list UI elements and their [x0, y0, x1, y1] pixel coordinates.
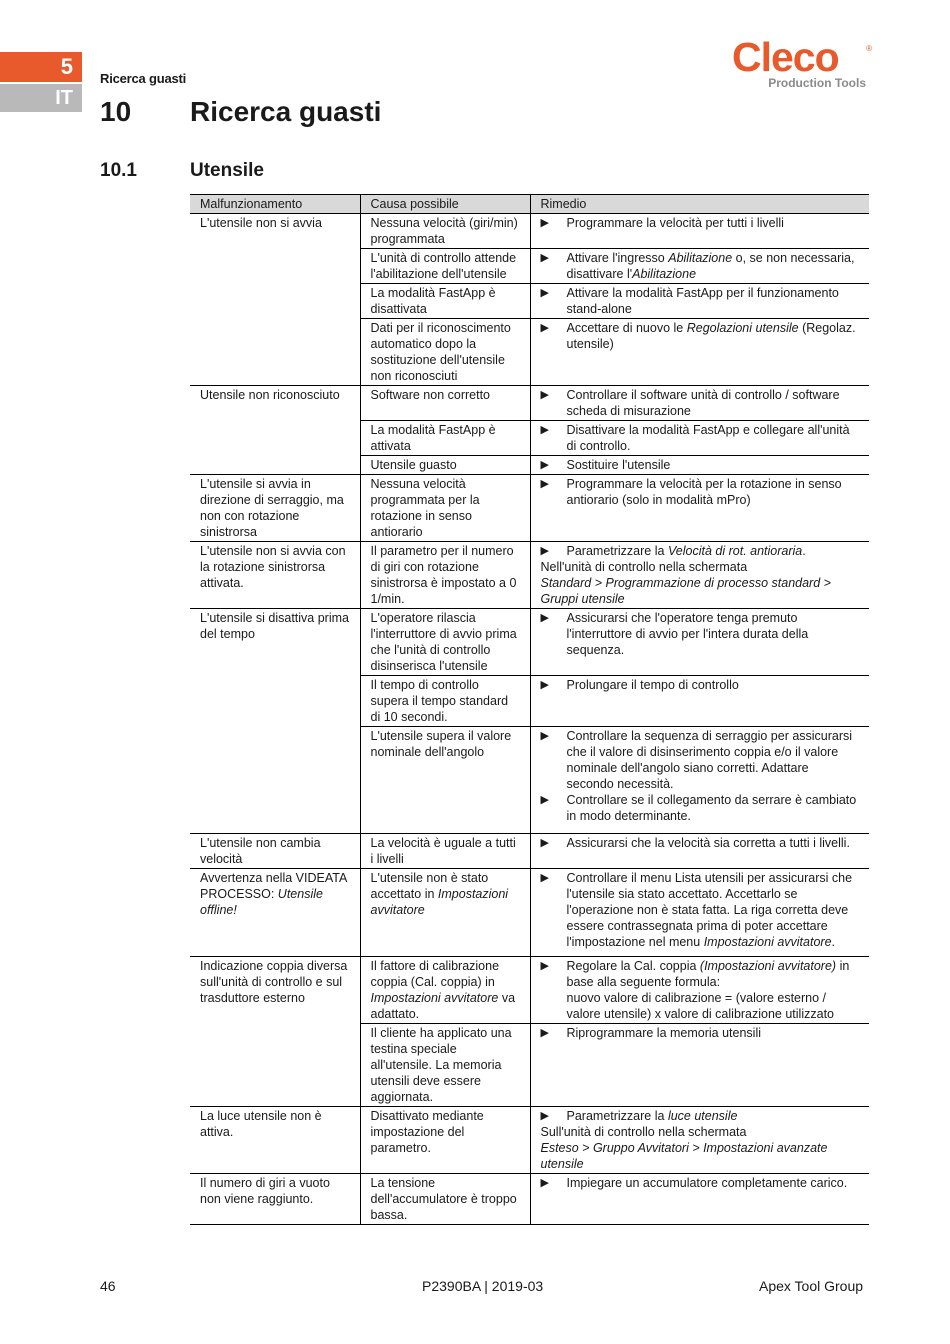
cause-cell: Il parametro per il numero di giri con rotazione sinistrorsa è impostato a 0 1/min.	[360, 542, 530, 609]
arrow-right-icon: ▶	[540, 252, 549, 264]
fault-cell: L'utensile non cambia velocità	[190, 834, 360, 869]
section-number: 10	[100, 96, 132, 127]
fault-cell: L'utensile si avvia in direzione di serraggio, ma non con rotazione sinistrorsa	[190, 475, 360, 542]
arrow-right-icon: ▶	[540, 612, 549, 624]
arrow-right-icon: ▶	[540, 1177, 549, 1189]
remedy-cell: ▶ Sostituire l'utensile	[530, 456, 869, 475]
cause-cell: La modalità FastApp è attivata	[360, 421, 530, 456]
arrow-right-icon: ▶	[540, 872, 549, 884]
arrow-right-icon: ▶	[540, 679, 549, 691]
remedy-cell: ▶ Controllare il menu Lista utensili per assicurarsi che l'utensile sia stato accettato. Accettarlo se l'operazione non è stata fatta. La riga corretta deve essere contrassegnata prima di poter accettare l'impostazione nel menu Impostazioni avvitatore.	[530, 869, 869, 957]
remedy-cell: ▶ Disattivare la modalità FastApp e collegare all'unità di controllo.	[530, 421, 869, 456]
section-title: Ricerca guasti	[190, 96, 382, 127]
cleco-logo	[730, 34, 872, 92]
arrow-right-icon: ▶	[540, 837, 549, 849]
table-row	[190, 542, 869, 609]
arrow-right-icon: ▶	[540, 1110, 549, 1122]
company-name: Apex Tool Group	[759, 1278, 864, 1294]
cause-cell: L'utensile supera il valore nominale dell'angolo	[360, 727, 530, 834]
cause-cell: L'unità di controllo attende l'abilitazione dell'utensile	[360, 249, 530, 284]
chapter-tab: 5	[0, 52, 82, 82]
remedy-cell: ▶ Prolungare il tempo di controllo	[530, 676, 869, 727]
column-header: Causa possibile	[360, 195, 530, 214]
remedy-cell: ▶ Attivare l'ingresso Abilitazione o, se non necessaria, disattivare l'Abilitazione	[530, 249, 869, 284]
arrow-right-icon: ▶	[540, 1027, 549, 1039]
remedy-cell: ▶ Riprogrammare la memoria utensili	[530, 1024, 869, 1107]
remedy-cell: ▶ Assicurarsi che l'operatore tenga premuto l'interruttore di avvio per l'intera durata della sequenza.	[530, 609, 869, 676]
column-header: Malfunzionamento	[190, 195, 360, 214]
cause-cell: La modalità FastApp è disattivata	[360, 284, 530, 319]
cause-cell: L'operatore rilascia l'interruttore di avvio prima che l'unità di controllo disinserisca l'utensile	[360, 609, 530, 676]
remedy-cell: ▶ Programmare la velocità per tutti i livelli	[530, 214, 869, 249]
remedy-cell: ▶ Parametrizzare la Velocità di rot. antioraria. Nell'unità di controllo nella schermata Standard > Programmazione di processo standard > Gruppi utensile	[530, 542, 869, 609]
arrow-right-icon: ▶	[540, 730, 549, 742]
table-row	[190, 1107, 869, 1174]
remedy-cell: ▶ Parametrizzare la luce utensile Sull'unità di controllo nella schermata Esteso > Gruppo Avvitatori > Impostazioni avanzate utensile	[530, 1107, 869, 1174]
table-row	[190, 386, 869, 421]
cause-cell: Software non corretto	[360, 386, 530, 421]
cause-cell: La tensione dell'accumulatore è troppo bassa.	[360, 1174, 530, 1225]
arrow-right-icon: ▶	[540, 478, 549, 490]
table-row	[190, 957, 869, 1024]
fault-cell: L'utensile non si avvia	[190, 214, 360, 386]
remedy-cell: ▶ Regolare la Cal. coppia (Impostazioni avvitatore) in base alla seguente formula: nuovo valore di calibrazione = (valore esterno / valore utensile) x valore di calibrazione utilizzato	[530, 957, 869, 1024]
table-header-row	[190, 195, 869, 214]
cause-cell: Il cliente ha applicato una testina speciale all'utensile. La memoria utensili deve essere aggiornata.	[360, 1024, 530, 1107]
logo-subtitle: Production Tools	[768, 76, 866, 90]
arrow-right-icon: ▶	[540, 217, 549, 229]
fault-cell: L'utensile non si avvia con la rotazione sinistrorsa attivata.	[190, 542, 360, 609]
cause-cell: L'utensile non è stato accettato in Impostazioni avvitatore	[360, 869, 530, 957]
logo-registered-mark: ®	[866, 44, 872, 53]
document-id: P2390BA | 2019-03	[422, 1278, 544, 1294]
arrow-right-icon: ▶	[540, 322, 549, 334]
fault-cell: Avvertenza nella VIDEATA PROCESSO: Utensile offline!	[190, 869, 360, 957]
cause-cell: Nessuna velocità programmata per la rotazione in senso antiorario	[360, 475, 530, 542]
remedy-cell: ▶ Assicurarsi che la velocità sia corretta a tutti i livelli.	[530, 834, 869, 869]
remedy-cell: ▶ Programmare la velocità per la rotazione in senso antiorario (solo in modalità mPro)	[530, 475, 869, 542]
troubleshooting-table	[190, 194, 869, 1225]
remedy-cell: ▶ Controllare il software unità di controllo / software scheda di misurazione	[530, 386, 869, 421]
table-row	[190, 869, 869, 957]
language-tab: IT	[0, 84, 82, 112]
remedy-cell: ▶ Impiegare un accumulatore completamente carico.	[530, 1174, 869, 1225]
fault-cell: Indicazione coppia diversa sull'unità di controllo e sul trasduttore esterno	[190, 957, 360, 1107]
cause-cell: Nessuna velocità (giri/min) programmata	[360, 214, 530, 249]
table-row	[190, 1174, 869, 1225]
running-header: Ricerca guasti	[100, 71, 187, 86]
cause-cell: Dati per il riconoscimento automatico dopo la sostituzione dell'utensile non riconosciuti	[360, 319, 530, 386]
table-row	[190, 214, 869, 249]
cause-cell: Utensile guasto	[360, 456, 530, 475]
arrow-right-icon: ▶	[540, 389, 549, 401]
cause-cell: La velocità è uguale a tutti i livelli	[360, 834, 530, 869]
remedy-cell: ▶ Attivare la modalità FastApp per il funzionamento stand-alone	[530, 284, 869, 319]
cause-cell: Disattivato mediante impostazione del parametro.	[360, 1107, 530, 1174]
remedy-cell: ▶ Controllare la sequenza di serraggio per assicurarsi che il valore di disinserimento coppia e/o il valore nominale dell'angolo siano corretti. Adattare secondo necessità. ▶ Controllare se il collegamento da serrare è cambiato in modo determinante.	[530, 727, 869, 834]
fault-cell: Utensile non riconosciuto	[190, 386, 360, 475]
arrow-right-icon: ▶	[540, 545, 549, 557]
subsection-number: 10.1	[100, 160, 137, 181]
subsection-title: Utensile	[190, 160, 264, 181]
fault-cell: L'utensile si disattiva prima del tempo	[190, 609, 360, 834]
page-number: 46	[100, 1278, 116, 1294]
cause-cell: Il tempo di controllo supera il tempo standard di 10 secondi.	[360, 676, 530, 727]
column-header: Rimedio	[530, 195, 869, 214]
logo-wordmark: Cleco	[732, 34, 839, 80]
cause-cell: Il fattore di calibrazione coppia (Cal. coppia) in Impostazioni avvitatore va adattato.	[360, 957, 530, 1024]
table-row	[190, 475, 869, 542]
arrow-right-icon: ▶	[540, 459, 549, 471]
fault-cell: Il numero di giri a vuoto non viene raggiunto.	[190, 1174, 360, 1225]
fault-cell: La luce utensile non è attiva.	[190, 1107, 360, 1174]
arrow-right-icon: ▶	[540, 424, 549, 436]
arrow-right-icon: ▶	[540, 794, 549, 806]
remedy-cell: ▶ Accettare di nuovo le Regolazioni utensile (Regolaz. utensile)	[530, 319, 869, 386]
table-row	[190, 609, 869, 676]
arrow-right-icon: ▶	[540, 287, 549, 299]
arrow-right-icon: ▶	[540, 960, 549, 972]
table-row	[190, 834, 869, 869]
